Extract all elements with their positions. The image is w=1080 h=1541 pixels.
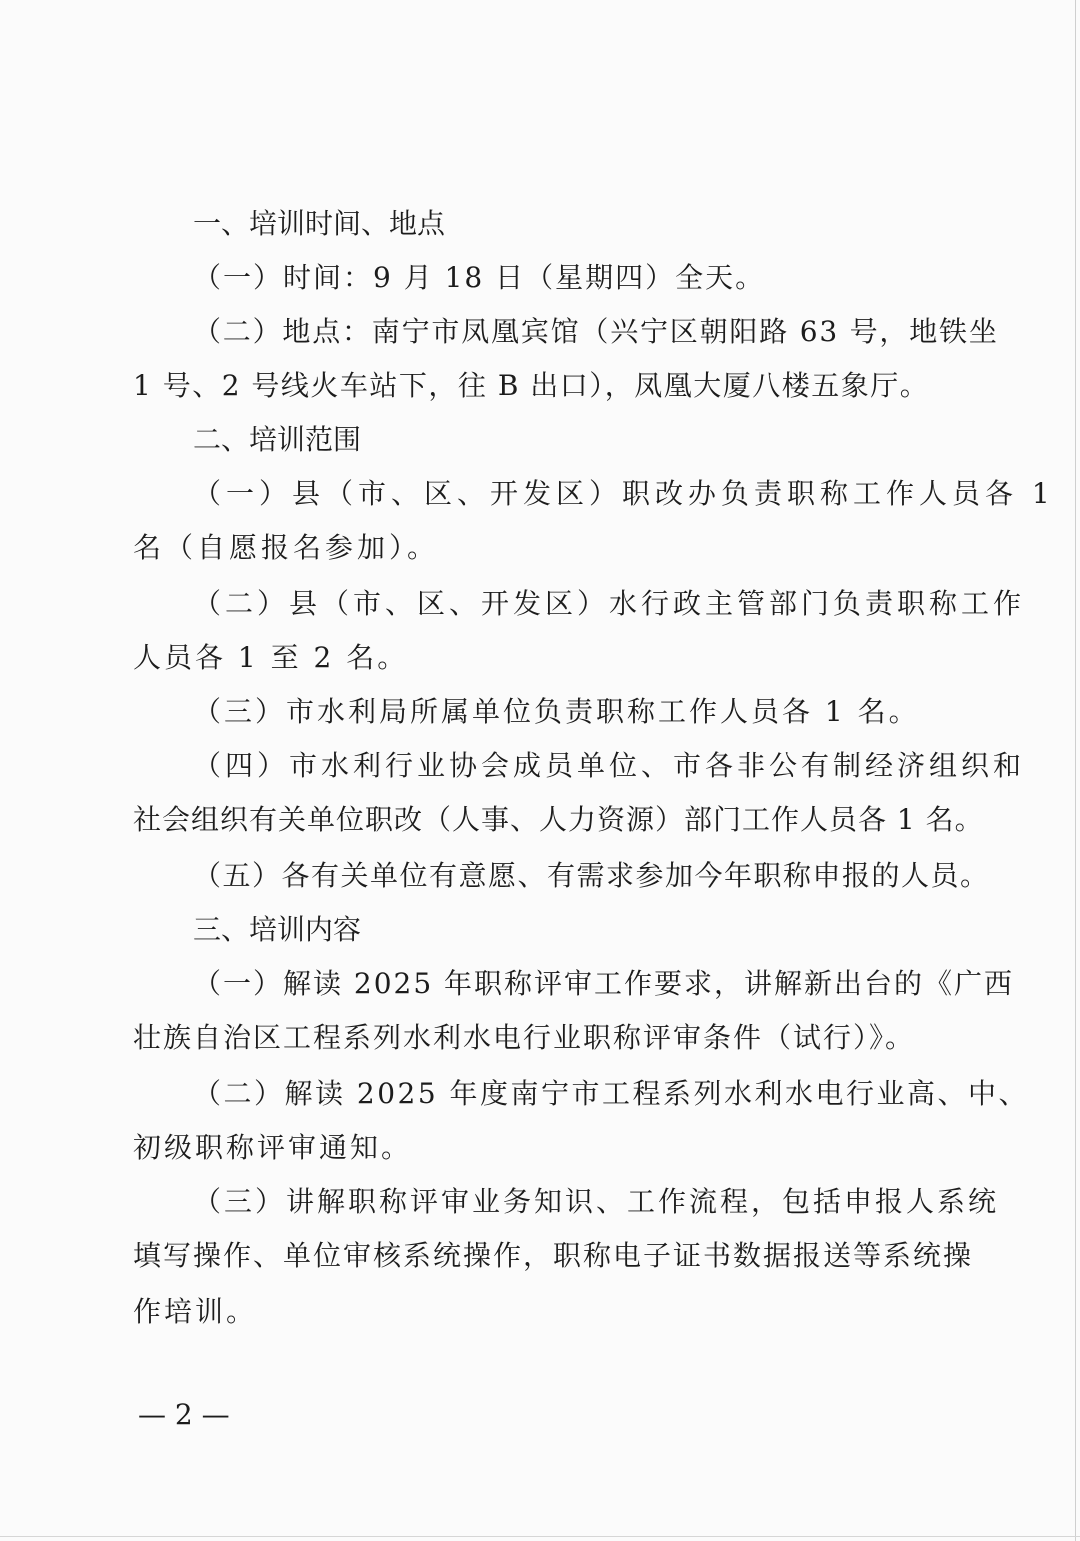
section-1-heading: 一、培训时间、地点 [193, 207, 446, 240]
section-2-para-2-line-1: （二）县（市、区、开发区）水行政主管部门负责职称工作 [193, 587, 1026, 620]
section-2-para-5-line-1: （五）各有关单位有意愿、有需求参加今年职称申报的人员。 [193, 859, 990, 892]
section-1-para-2-line-1: （二）地点：南宁市凤凰宾馆（兴宁区朝阳路 63 号，地铁坐 [193, 315, 999, 348]
section-2-para-2-line-2: 人员各 1 至 2 名。 [133, 641, 409, 674]
section-3-para-2-line-2: 初级职称评审通知。 [133, 1131, 413, 1164]
section-3-para-1-line-1: （一）解读 2025 年职称评审工作要求，讲解新出台的《广西 [193, 967, 1015, 1000]
section-3-para-1-line-2: 壮族自治区工程系列水利水电行业职称评审条件（试行）》。 [133, 1021, 916, 1054]
section-2-heading: 二、培训范围 [193, 423, 362, 456]
section-3-para-3-line-1: （三）讲解职称评审业务知识、工作流程，包括申报人系统 [193, 1185, 1000, 1218]
section-1-para-1-line-1: （一）时间：9 月 18 日（星期四）全天。 [193, 261, 766, 294]
section-2-para-3-line-1: （三）市水利局所属单位负责职称工作人员各 1 名。 [193, 695, 920, 728]
section-3-para-3-line-3: 作培训。 [133, 1295, 258, 1328]
section-1-para-2-line-2: 1 号、2 号线火车站下，往 B 出口），凤凰大厦八楼五象厅。 [133, 369, 930, 402]
section-2-para-1-line-2: 名（自愿报名参加）。 [133, 531, 440, 564]
section-3-heading: 三、培训内容 [193, 913, 362, 946]
section-3-para-2-line-1: （二）解读 2025 年度南宁市工程系列水利水电行业高、中、 [193, 1077, 1030, 1110]
page-number: — 2 — [138, 1398, 230, 1431]
section-2-para-4-line-2: 社会组织有关单位职改（人事、人力资源）部门工作人员各 1 名。 [133, 803, 984, 836]
section-2-para-4-line-1: （四）市水利行业协会成员单位、市各非公有制经济组织和 [193, 749, 1026, 782]
section-3-para-3-line-2: 填写操作、单位审核系统操作，职称电子证书数据报送等系统操 [133, 1239, 974, 1272]
page-edge-bottom [0, 1536, 1080, 1537]
page-edge-right [1075, 0, 1076, 1541]
section-2-para-1-line-1: （一）县（市、区、开发区）职改办负责职称工作人员各 1 [193, 477, 1055, 510]
